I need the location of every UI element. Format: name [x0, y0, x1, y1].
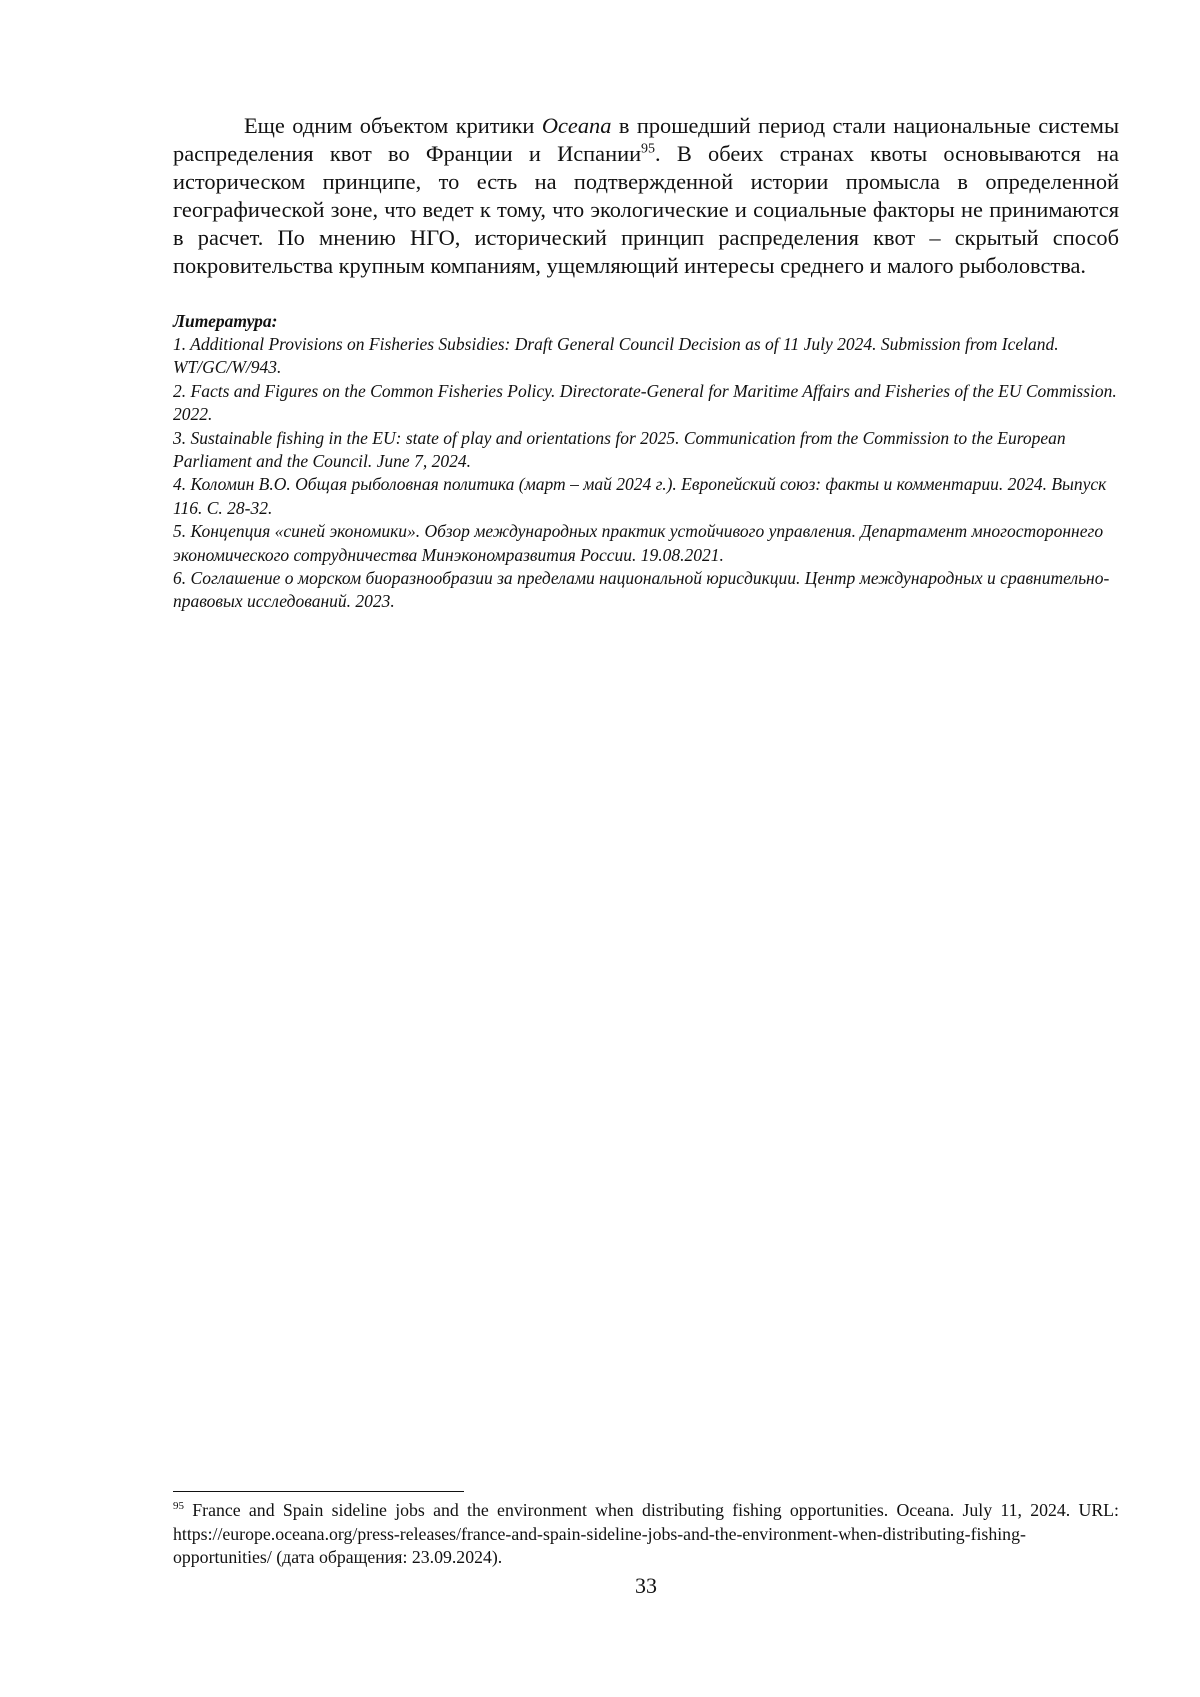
- footnote: [173, 1499, 1119, 1570]
- references-section: [173, 310, 1119, 614]
- reference-item: 3. Sustainable fishing in the EU: state of play and orientations for 2025. Communication from the Commission to the European: [173, 427, 1066, 448]
- footnote-number: 95: [173, 1500, 184, 1513]
- footnote-reference[interactable]: 95: [641, 141, 656, 157]
- reference-item: 2. Facts and Figures on the Common Fisheries Policy. Directorate-General for Maritime Affairs and Fisheries of the EU Commission. 2022.: [173, 380, 1117, 425]
- body-paragraph: [173, 112, 1119, 281]
- reference-item: 1. Additional Provisions on Fisheries Subsidies: Draft General Council Decision as of 11 July 2024. Submission from Iceland. WT/GC/W/943.: [173, 334, 1059, 378]
- footnote-text: France and Spain sideline jobs and the environment when distributing fishing opportunities. Oceana. July 11, 2024. URL: https://europe.oceana.org/press-releases/france-and-spain-sideline-jobs-and-the-environment-when-distributing-fishing-opportunities/ (дата обращения: 23.09.2024).: [173, 1500, 1119, 1567]
- body-text-2: в прошедший период стали национальные системы распределения квот во Франции и Испании: [173, 113, 1119, 167]
- body-text-oceana: Oceana: [541, 113, 612, 138]
- footnote-separator: [173, 1491, 464, 1492]
- page-number: 33: [635, 1573, 657, 1598]
- reference-item: 6. Соглашение о морском биоразнообразии за пределами национальной юрисдикции. Центр международных и сравнительно-правовых исследований. 2023.: [173, 568, 1110, 612]
- body-text-3: . В обеих странах квоты основываются на историческом принципе, то есть на подтвержденной истории промысла в определенной географической зоне, что ведет к тому, что экологические и социальные факторы не принимаются в расчет. По мнению НГО, исторический принцип распределения квот – скрытый способ покровительства крупным компаниям, ущемляющий интересы среднего и малого рыболовства.: [173, 141, 1119, 279]
- references-heading: Литература:: [173, 311, 278, 331]
- reference-item: Parliament and the Council. June 7, 2024.: [173, 451, 471, 472]
- reference-item: 4. Коломин В.О. Общая рыболовная политика (март – май 2024 г.). Европейский союз: факты и комментарии. 2024. Выпуск 116. С. 28-32.: [173, 474, 1107, 518]
- reference-item: 5. Концепция «синей экономики». Обзор международных практик устойчивого управления. Департамент многостороннего экономического сотрудничества Минэкономразвития России. 19.08.2021.: [173, 521, 1104, 565]
- body-text-1: Еще одним объектом критики: [244, 113, 542, 138]
